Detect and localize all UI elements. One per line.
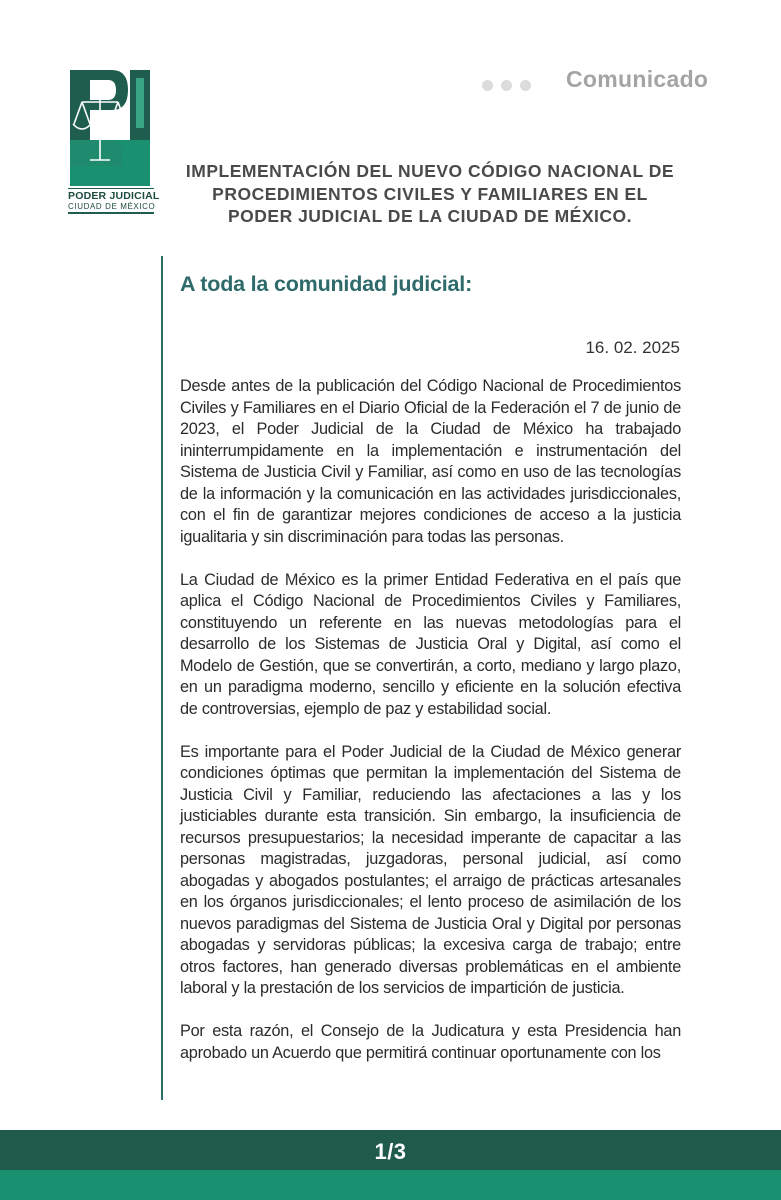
paragraph: La Ciudad de México es la primer Entidad Federativa en el país que aplica el Código Nacional de Procedimientos Civiles y Familiares, constituyendo un referente en las nuevas metodologías para el desarrollo de los Sistemas de Justicia Oral y Digital, así como el Modelo de Gestión, que se convertirán, a corto, mediano y largo plazo, en un paradigma moderno, sencillo y eficiente en la solución efectiva de controversias, ejemplo de paz y estabilidad social. <box>180 570 681 718</box>
page-number: 1/3 <box>374 1139 407 1164</box>
greeting-heading: A toda la comunidad judicial: <box>180 272 473 296</box>
document-type-label: Comunicado <box>566 66 709 92</box>
logo-text-ciudad: CIUDAD DE MÉXICO <box>68 202 154 214</box>
document-body <box>180 376 681 1086</box>
poder-judicial-logo <box>68 68 160 214</box>
document-date: 16. 02. 2025 <box>585 338 680 357</box>
logo-text-poder-judicial: PODER JUDICIAL <box>68 190 160 202</box>
paragraph: Desde antes de la publicación del Código Nacional de Procedimientos Civiles y Familiares en el Diario Oficial de la Federación el 7 de junio de 2023, el Poder Judicial de la Ciudad de México ha trabajado ininterrumpidamente en la implementación e instrumentación del Sistema de Justicia Civil y Familiar, así como en uso de las tecnologías de la información y la comunicación en las actividades jurisdiccionales, con el fin de garantizar mejores condiciones de acceso a la justicia igualitaria y sin discriminación para todas las personas. <box>180 377 681 546</box>
pj-monogram-icon <box>68 68 154 186</box>
dot-icon <box>520 80 531 91</box>
dot-icon <box>501 80 512 91</box>
paragraph: Es importante para el Poder Judicial de la Ciudad de México generar condiciones óptimas que permitan la implementación del Sistema de Justicia Civil y Familiar, reduciendo las afectaciones a las y los justiciables durante esta transición. Sin embargo, la insuficiencia de recursos presupuestarios; la necesidad imperante de capacitar a las personas magistradas, juzgadoras, personal judicial, así como abogadas y abogados postulantes; el arraigo de prácticas artesanales en los órganos jurisdiccionales; el lento proceso de asimilación de los nuevos paradigmas del Sistema de Justicia Oral y Digital por personas abogadas y servidoras públicas; la excesiva carga de trabajo; entre otros factores, han generado diversas problemáticas en el ambiente laboral y la prestación de los servicios de impartición de justicia. <box>180 742 681 997</box>
paragraph: Por esta razón, el Consejo de la Judicatura y esta Presidencia han aprobado un Acuerdo que permitirá continuar oportunamente con los <box>180 1022 681 1062</box>
footer-accent-bar <box>0 1170 781 1200</box>
margin-rule <box>161 256 163 1100</box>
footer-bar <box>0 1130 781 1170</box>
document-title: IMPLEMENTACIÓN DEL NUEVO CÓDIGO NACIONAL DE PROCEDIMIENTOS CIVILES Y FAMILIARES EN EL PODER JUDICIAL DE LA CIUDAD DE MÉXICO. <box>185 161 675 226</box>
decorative-dots <box>482 80 531 91</box>
dot-icon <box>482 80 493 91</box>
